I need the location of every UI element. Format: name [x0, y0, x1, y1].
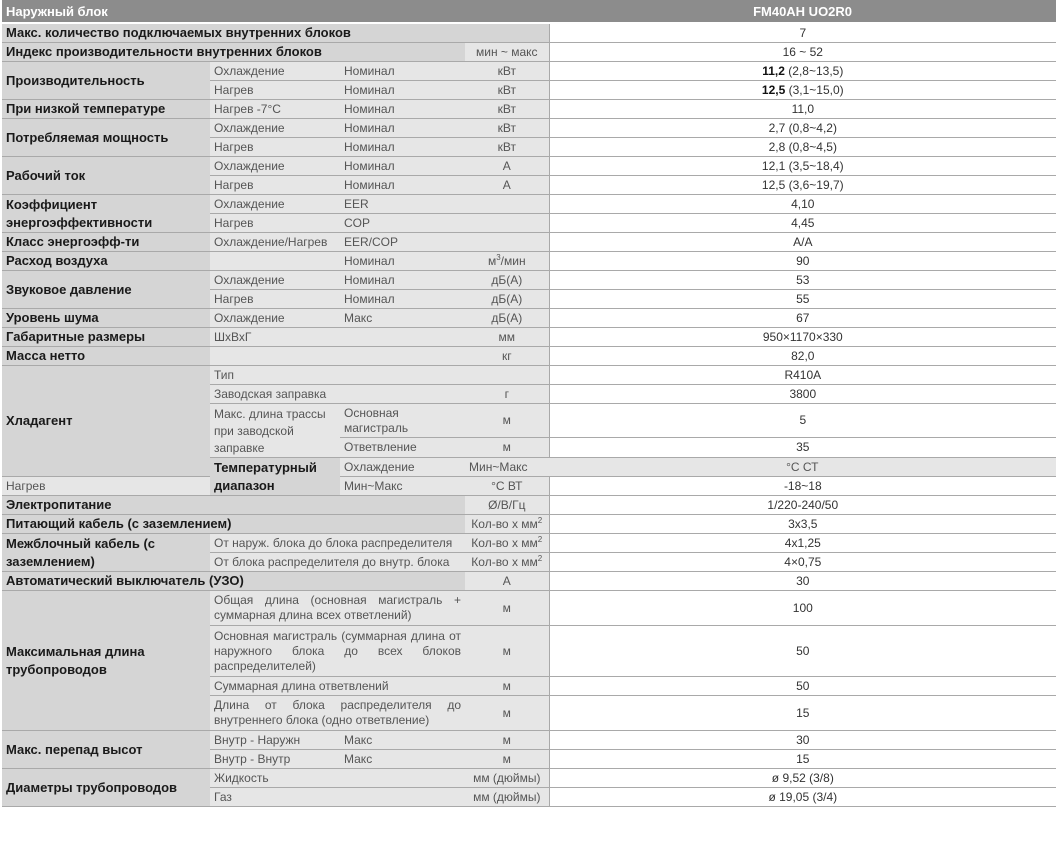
row-condition: Мин~Макс	[340, 477, 465, 496]
row-mode: Тип	[210, 366, 549, 385]
row-condition: Номинал	[340, 138, 465, 157]
value-range: (2,8~13,5)	[784, 63, 844, 78]
row-value: 2,8 (0,8~4,5)	[549, 138, 1056, 157]
row-mode: Жидкость	[210, 769, 465, 788]
row-mode: Внутр - Наружн	[210, 731, 340, 750]
table-row	[2, 328, 1056, 347]
value-range: (3,1~15,0)	[785, 82, 844, 97]
row-condition: Макс	[340, 750, 465, 769]
row-unit	[465, 553, 549, 572]
table-row	[2, 347, 1056, 366]
row-label: Межблочный кабель (с заземлением)	[2, 534, 210, 572]
row-unit: °C СТ	[549, 458, 1056, 477]
row-mode: Общая длина (основная магистраль + суммарная длина всех ответлений)	[210, 591, 465, 626]
row-label: Автоматический выключатель (УЗО)	[2, 572, 465, 591]
row-label: Электропитание	[2, 496, 465, 515]
row-unit	[465, 515, 549, 534]
row-value: 82,0	[549, 347, 1056, 366]
row-condition: EER	[340, 195, 549, 214]
table-row	[2, 271, 1056, 290]
row-unit: кВт	[465, 81, 549, 100]
row-value: 7	[549, 23, 1056, 43]
unit-base: Кол-во х мм	[471, 554, 538, 569]
row-value: 50	[549, 677, 1056, 696]
row-value: ø 19,05 (3/4)	[549, 788, 1056, 807]
row-label: Макс. перепад высот	[2, 731, 210, 769]
row-value: 90	[549, 252, 1056, 271]
row-mode: Нагрев	[210, 138, 340, 157]
unit-sup: 2	[537, 553, 543, 563]
unit-base: м	[487, 253, 497, 268]
row-value: ø 9,52 (3/8)	[549, 769, 1056, 788]
row-label: При низкой температуре	[2, 100, 210, 119]
row-mode: Охлаждение	[210, 119, 340, 138]
table-row	[2, 100, 1056, 119]
row-label: Уровень шума	[2, 309, 210, 328]
row-unit: А	[465, 572, 549, 591]
table-row	[2, 515, 1056, 534]
row-mode: Охлаждение	[210, 195, 340, 214]
row-unit: м	[465, 731, 549, 750]
row-unit: мм (дюймы)	[465, 788, 549, 807]
row-unit: м	[465, 438, 549, 458]
row-value: 950×1170×330	[549, 328, 1056, 347]
table-row	[2, 23, 1056, 43]
row-value: 3800	[549, 385, 1056, 404]
row-label: Температурный диапазон	[210, 458, 340, 496]
row-mode: Макс. длина трассы при заводской заправке	[210, 404, 340, 458]
row-mode: Охлаждение/Нагрев	[210, 233, 340, 252]
row-condition: Макс	[340, 309, 465, 328]
row-unit: дБ(А)	[465, 309, 549, 328]
row-unit: кВт	[465, 100, 549, 119]
row-unit: кВт	[465, 119, 549, 138]
row-unit: кг	[465, 347, 549, 366]
row-unit: дБ(А)	[465, 290, 549, 309]
table-row	[2, 366, 1056, 385]
row-unit: м	[465, 404, 549, 438]
row-value: 55	[549, 290, 1056, 309]
row-mode: Внутр - Внутр	[210, 750, 340, 769]
row-unit: кВт	[465, 62, 549, 81]
row-unit: А	[465, 157, 549, 176]
value-nominal: 11,2	[762, 63, 785, 78]
row-value: 50	[549, 626, 1056, 677]
unit-base: Кол-во х мм	[471, 516, 538, 531]
row-unit: мм	[465, 328, 549, 347]
row-value: 1/220-240/50	[549, 496, 1056, 515]
header-model: FM40AH UO2R0	[549, 0, 1056, 23]
row-label: Звуковое давление	[2, 271, 210, 309]
row-condition: Номинал	[340, 100, 465, 119]
unit-rest: /мин	[500, 253, 526, 268]
table-row	[2, 572, 1056, 591]
row-condition: Номинал	[340, 157, 465, 176]
row-value: 15	[549, 696, 1056, 731]
row-label: Хладагент	[2, 366, 210, 477]
row-label: Максимальная длина трубопроводов	[2, 591, 210, 731]
row-value: 16 ~ 52	[549, 43, 1056, 62]
row-condition: Макс	[340, 731, 465, 750]
unit-base: Кол-во х мм	[471, 535, 538, 550]
row-unit	[465, 252, 549, 271]
table-row	[2, 591, 1056, 626]
table-row	[2, 496, 1056, 515]
table-row	[2, 309, 1056, 328]
row-mode: Охлаждение	[210, 271, 340, 290]
row-unit: г	[465, 385, 549, 404]
row-mode: Суммарная длина ответвлений	[210, 677, 465, 696]
row-label: Потребляемая мощность	[2, 119, 210, 157]
spec-table	[2, 0, 1056, 807]
row-condition: COP	[340, 214, 549, 233]
row-unit: А	[465, 176, 549, 195]
row-mode: Длина от блока распределителя до внутреннего блока (одно ответвление)	[210, 696, 465, 731]
row-value: A/A	[549, 233, 1056, 252]
row-value: 4х1,25	[549, 534, 1056, 553]
row-mode: Нагрев	[2, 477, 210, 496]
unit-sup: 2	[537, 534, 543, 544]
row-mode: Заводская заправка	[210, 385, 465, 404]
row-value: 4,45	[549, 214, 1056, 233]
row-value: 4,10	[549, 195, 1056, 214]
row-value	[549, 81, 1056, 100]
row-unit: мин ~ макс	[465, 43, 549, 62]
row-label: Масса нетто	[2, 347, 210, 366]
table-row	[2, 157, 1056, 176]
row-label: Индекс производительности внутренних блоков	[2, 43, 465, 62]
header-row	[2, 0, 1056, 23]
row-value: 12,5 (3,6~19,7)	[549, 176, 1056, 195]
row-value: 100	[549, 591, 1056, 626]
row-condition: Номинал	[340, 290, 465, 309]
row-label: Класс энергоэфф-ти	[2, 233, 210, 252]
spec-sheet	[2, 0, 1056, 807]
row-value: 35	[549, 438, 1056, 458]
row-mode	[210, 347, 465, 366]
row-condition: Номинал	[340, 252, 465, 271]
row-mode: Нагрев	[210, 81, 340, 100]
row-label: Коэффициент энергоэффективности	[2, 195, 210, 233]
row-condition: EER/COP	[340, 233, 549, 252]
row-value: 30	[549, 572, 1056, 591]
table-row	[2, 195, 1056, 214]
row-condition: Ответвление	[340, 438, 465, 458]
row-value: 15	[549, 750, 1056, 769]
table-row	[2, 731, 1056, 750]
row-unit: мм (дюймы)	[465, 769, 549, 788]
row-condition: Мин~Макс	[465, 458, 549, 477]
row-unit: м	[465, 696, 549, 731]
row-value: 53	[549, 271, 1056, 290]
row-value: 5	[549, 404, 1056, 438]
row-mode: Охлаждение	[210, 62, 340, 81]
row-label: Питающий кабель (с заземлением)	[2, 515, 465, 534]
row-mode: ШхВхГ	[210, 328, 465, 347]
row-label: Расход воздуха	[2, 252, 210, 271]
row-mode: Нагрев	[210, 290, 340, 309]
row-label: Габаритные размеры	[2, 328, 210, 347]
row-label: Рабочий ток	[2, 157, 210, 195]
row-unit: дБ(А)	[465, 271, 549, 290]
row-value: R410A	[549, 366, 1056, 385]
row-condition: Номинал	[340, 176, 465, 195]
row-value: 2,7 (0,8~4,2)	[549, 119, 1056, 138]
row-unit: м	[465, 750, 549, 769]
table-row	[2, 477, 1056, 496]
table-row	[2, 43, 1056, 62]
row-condition: Номинал	[340, 81, 465, 100]
row-value: -18~18	[549, 477, 1056, 496]
row-mode	[210, 252, 340, 271]
row-value: 67	[549, 309, 1056, 328]
row-condition: Номинал	[340, 119, 465, 138]
table-row	[2, 119, 1056, 138]
row-mode: От блока распределителя до внутр. блока	[210, 553, 465, 572]
row-mode: Охлаждение	[210, 309, 340, 328]
table-row	[2, 534, 1056, 553]
unit-sup: 2	[537, 515, 543, 525]
table-row	[2, 252, 1056, 271]
row-value: 3х3,5	[549, 515, 1056, 534]
row-unit: °C ВТ	[465, 477, 549, 496]
table-row	[2, 233, 1056, 252]
row-mode: Охлаждение	[340, 458, 465, 477]
row-label: Производительность	[2, 62, 210, 100]
row-condition: Основная магистраль	[340, 404, 465, 438]
value-nominal: 12,5	[761, 82, 786, 97]
row-mode: От наруж. блока до блока распределителя	[210, 534, 465, 553]
row-value: 11,0	[549, 100, 1056, 119]
row-mode: Нагрев	[210, 214, 340, 233]
row-unit: м	[465, 677, 549, 696]
row-value: 4×0,75	[549, 553, 1056, 572]
row-mode: Нагрев -7°C	[210, 100, 340, 119]
unit-sup: 3	[496, 252, 501, 262]
row-condition: Номинал	[340, 271, 465, 290]
row-label: Диаметры трубопроводов	[2, 769, 210, 807]
row-mode: Охлаждение	[210, 157, 340, 176]
row-unit: м	[465, 626, 549, 677]
table-row	[2, 62, 1056, 81]
table-row	[2, 769, 1056, 788]
row-mode: Основная магистраль (суммарная длина от наружного блока до всех блоков распределителей)	[210, 626, 465, 677]
row-mode: Газ	[210, 788, 465, 807]
row-unit	[465, 534, 549, 553]
row-label: Макс. количество подключаемых внутренних блоков	[2, 23, 549, 43]
row-value: 12,1 (3,5~18,4)	[549, 157, 1056, 176]
row-condition: Номинал	[340, 62, 465, 81]
row-mode: Нагрев	[210, 176, 340, 195]
header-title: Наружный блок	[2, 0, 549, 23]
row-value	[549, 62, 1056, 81]
row-unit: Ø/В/Гц	[465, 496, 549, 515]
row-value: 30	[549, 731, 1056, 750]
row-unit: кВт	[465, 138, 549, 157]
row-unit: м	[465, 591, 549, 626]
